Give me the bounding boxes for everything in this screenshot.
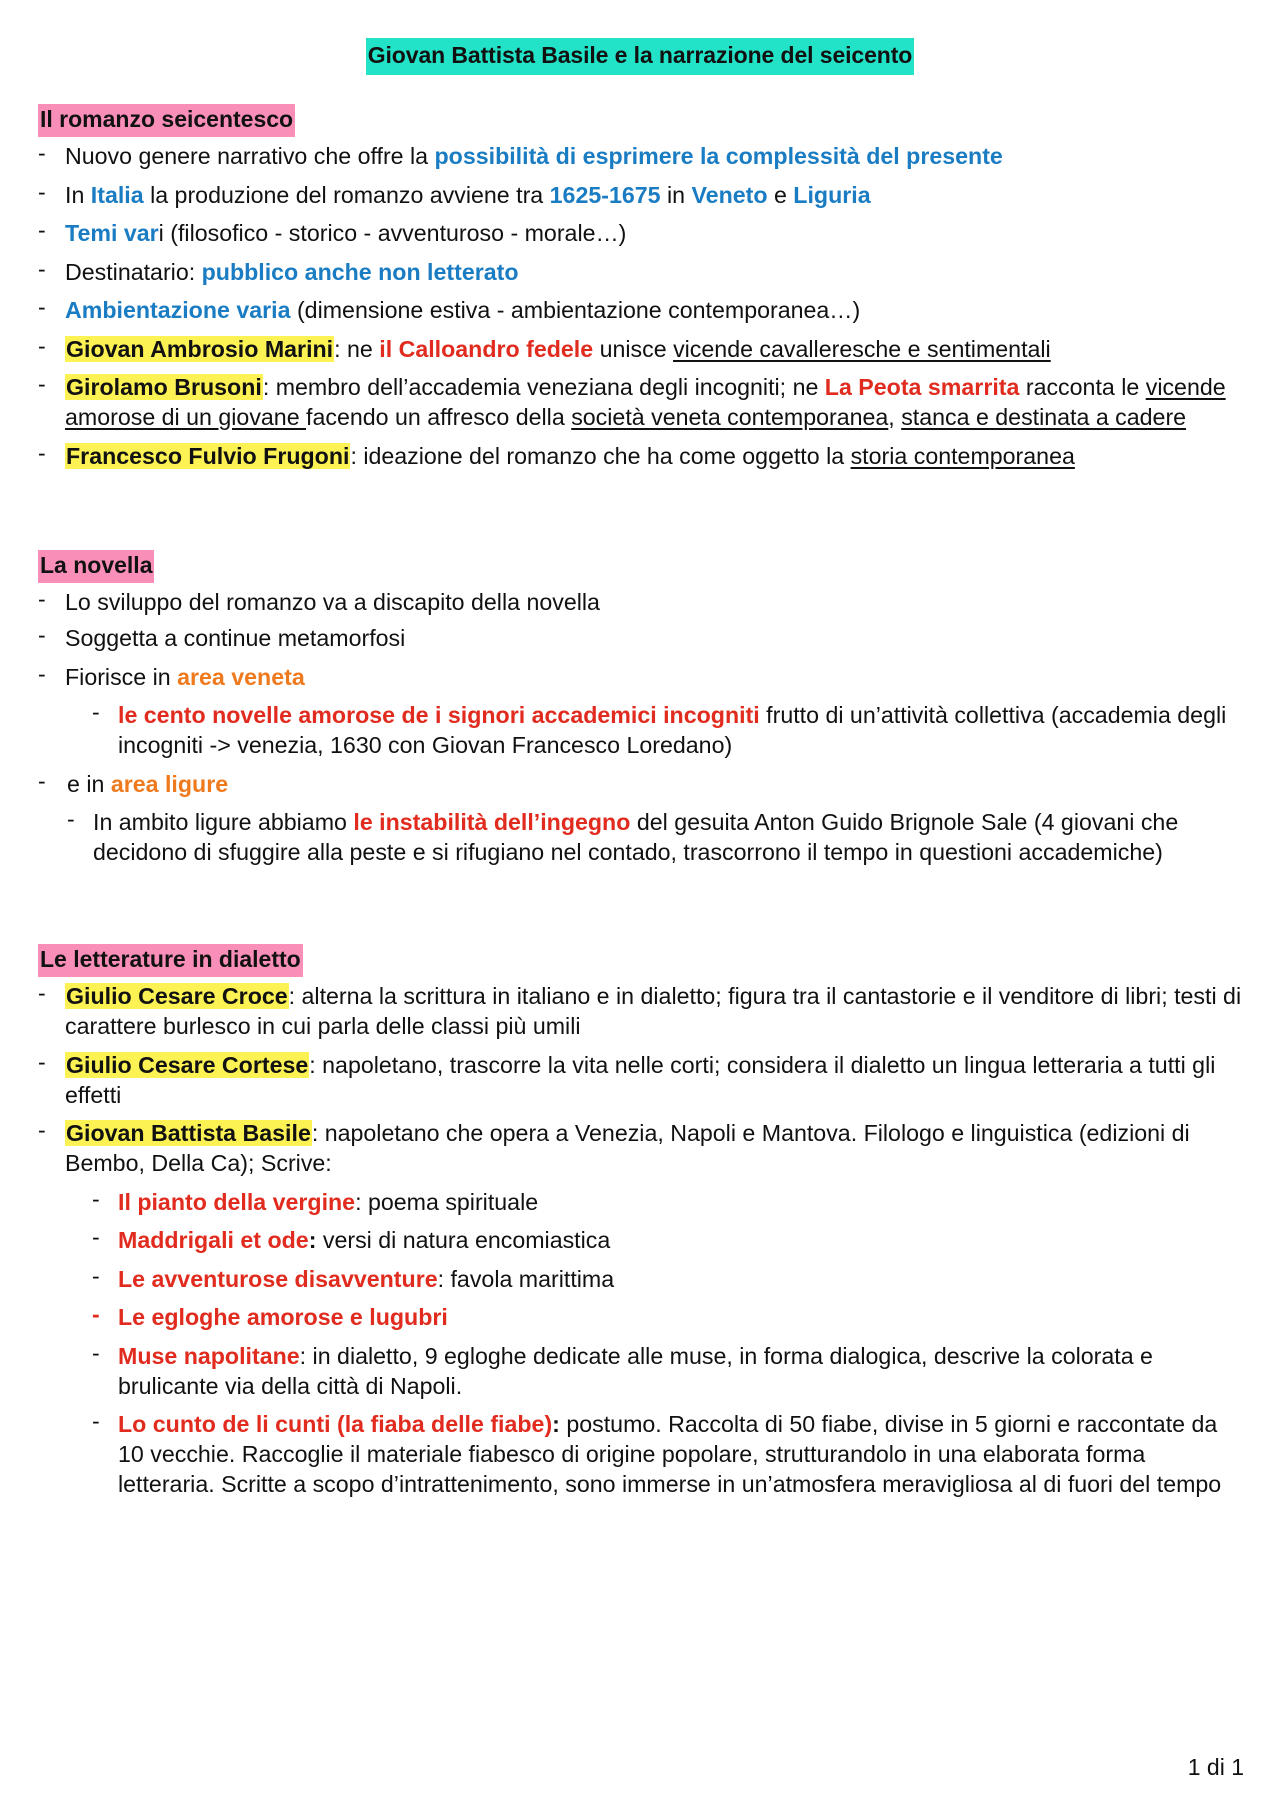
text-run: i (filosofico - storico - avventuroso - morale…) xyxy=(158,220,627,246)
bullet-dash: - xyxy=(38,140,46,166)
list-item-nested xyxy=(38,807,1248,867)
list-item xyxy=(38,981,1248,1041)
bullet-dash: - xyxy=(92,1339,100,1366)
list-item xyxy=(38,334,1248,364)
text-run-blue: pubblico anche non letterato xyxy=(201,258,519,285)
text-run-orange: area ligure xyxy=(110,770,229,797)
list-item xyxy=(38,769,1248,799)
highlighted-author: Giulio Cesare Cortese xyxy=(66,1051,309,1078)
text-run: : in dialetto, 9 egloghe dedicate alle muse, in forma dialogica, descrive la colorata e brulicante via della città di Napoli. xyxy=(118,1342,1153,1399)
bullet-dash: - xyxy=(92,1262,100,1289)
section-romanzo xyxy=(38,104,1248,479)
bullet-dash: - xyxy=(92,1185,100,1212)
list-item xyxy=(38,441,1248,471)
text-run: : membro dell’accademia veneziana degli incogniti; ne xyxy=(262,374,825,400)
bullet-dash: - xyxy=(38,586,46,612)
text-run-blue: possibilità di esprimere la complessità del presente xyxy=(434,143,1003,169)
text-run-red: Le egloghe amorose e lugubri xyxy=(118,1304,448,1330)
text-run: Nuovo genere narrativo che offre la xyxy=(65,143,435,169)
list-item xyxy=(38,141,1248,171)
text-run-bold: : xyxy=(552,1411,560,1437)
list-item xyxy=(38,218,1248,248)
text-run-red: Il pianto della vergine xyxy=(118,1188,356,1215)
text-run: e xyxy=(767,181,794,208)
text-run-blue: Liguria xyxy=(793,181,871,208)
list-item xyxy=(38,587,1248,617)
text-run: In xyxy=(65,181,91,208)
list-item xyxy=(38,662,1248,692)
bullet-dash: - xyxy=(38,439,46,466)
section-dialetto xyxy=(38,944,1248,1508)
list-item xyxy=(38,295,1248,325)
text-run-blue: Italia xyxy=(90,181,144,208)
text-run-red: il Calloandro fedele xyxy=(379,335,594,362)
text-run: : favola marittima xyxy=(437,1265,615,1292)
highlighted-author: Francesco Fulvio Frugoni xyxy=(66,442,350,469)
bullet-dash: - xyxy=(38,178,46,205)
text-run: Fiorisce in xyxy=(65,663,178,690)
bullet-dash: - xyxy=(38,660,46,687)
bullet-dash: - xyxy=(38,332,46,359)
text-run-blue: Ambientazione varia xyxy=(65,297,291,323)
highlighted-author: Giovan Battista Basile xyxy=(66,1120,311,1146)
bullet-dash: - xyxy=(92,1224,100,1250)
list-item xyxy=(38,180,1248,210)
text-run: postumo. Raccolta di 50 fiabe, divise in 5 giorni e raccontate da 10 vecchie. Raccoglie il materiale fiabesco di origine popolare, strutturandolo in una elaborata forma letteraria. Scritte a scopo d’intrattenimento, sono immerse in un’atmosfera meravigliosa al di fuori del tempo xyxy=(118,1411,1222,1497)
bullet-dash: - xyxy=(38,980,46,1006)
section-heading-romanzo: Il romanzo seicentesco xyxy=(38,104,295,137)
bullet-dash: - xyxy=(38,255,46,282)
text-run-underlined: vicende amorose di un giovane xyxy=(65,374,1226,430)
text-run: frutto di un’attività collettiva (accademia degli incogniti -> venezia, 1630 con Giovan Francesco Loredano) xyxy=(118,702,1227,758)
bullet-dash: - xyxy=(38,1048,46,1075)
text-run-red: Lo cunto de li cunti (la fiaba delle fiabe) xyxy=(118,1411,553,1437)
list-item-nested xyxy=(38,1225,1248,1255)
text-run-blue: Veneto xyxy=(691,181,768,208)
section-heading-dialetto: Le letterature in dialetto xyxy=(38,944,303,977)
highlighted-author: Girolamo Brusoni xyxy=(66,374,262,400)
bullet-dash: - xyxy=(38,1117,46,1143)
bullet-dash: - xyxy=(92,1408,100,1434)
text-run: : alterna la scrittura in italiano e in dialetto; figura tra il cantastorie e il venditore di libri; testi di carattere burlesco in cui parla delle classi più umili xyxy=(65,983,1242,1039)
text-run-red: le instabilità dell’ingegno xyxy=(353,809,631,835)
bullet-dash: - xyxy=(38,294,46,320)
highlighted-author: Giovan Ambrosio Marini xyxy=(66,335,334,362)
list-item xyxy=(38,1118,1248,1178)
list-item-nested xyxy=(38,1264,1248,1294)
list-item-nested xyxy=(38,1341,1248,1401)
text-run-orange: area veneta xyxy=(177,663,305,690)
bullet-dash: - xyxy=(92,1301,100,1327)
text-run: : ideazione del romanzo che ha come oggetto la xyxy=(350,442,851,469)
text-run: Soggetta a continue metamorfosi xyxy=(65,625,406,651)
text-run-red: La Peota smarrita xyxy=(824,374,1020,400)
list-item-nested xyxy=(38,1409,1248,1499)
bullet-dash: - xyxy=(38,217,46,243)
bullet-dash: - xyxy=(38,622,46,648)
bullet-dash: - xyxy=(38,371,46,397)
highlighted-author: Giulio Cesare Croce xyxy=(66,983,288,1009)
text-run-bold: : xyxy=(308,1227,317,1253)
text-run-underlined: società veneta contemporanea xyxy=(571,404,889,430)
text-run-red: Maddrigali et ode xyxy=(118,1227,309,1253)
list-item xyxy=(38,1050,1248,1110)
text-run: del gesuita Anton Guido Brignole Sale (4 giovani che decidono di sfuggire alla peste e si rifugiano nel contado, trascorrono il tempo in questioni accademiche) xyxy=(93,809,1179,865)
text-run: e in xyxy=(67,770,111,797)
page-number: 1 di 1 xyxy=(1187,1754,1244,1780)
list-item-nested xyxy=(38,1187,1248,1217)
text-run: : napoletano, trascorre la vita nelle corti; considera il dialetto un lingua letteraria a tutti gli effetti xyxy=(65,1051,1216,1108)
text-run-red: le cento novelle amorose de i signori accademici incogniti xyxy=(118,702,760,728)
section-heading-novella: La novella xyxy=(38,550,154,583)
text-run-underlined: stanca e destinata a cadere xyxy=(901,404,1187,430)
list-item xyxy=(38,372,1248,432)
text-run: facendo un affresco della xyxy=(306,404,572,430)
text-run: : napoletano che opera a Venezia, Napoli e Mantova. Filologo e linguistica (edizioni di Bembo, Della Ca); Scrive: xyxy=(65,1120,1190,1176)
text-run: Destinatario: xyxy=(65,258,202,285)
list-item-nested xyxy=(38,1302,1248,1332)
text-run: Lo sviluppo del romanzo va a discapito della novella xyxy=(65,589,600,615)
text-run-blue: Temi var xyxy=(65,220,159,246)
page-title: Giovan Battista Basile e la narrazione del seicento xyxy=(366,38,915,75)
bullet-dash: - xyxy=(92,699,100,725)
text-run: , xyxy=(888,404,902,430)
text-run: : poema spirituale xyxy=(355,1188,539,1215)
text-run: In ambito ligure abbiamo xyxy=(93,809,354,835)
list-item xyxy=(38,257,1248,287)
title-wrap xyxy=(0,38,1280,75)
section-novella xyxy=(38,550,1248,876)
text-run-underlined: storia contemporanea xyxy=(850,442,1075,469)
text-run-red: Muse napolitane xyxy=(118,1342,300,1369)
list-item xyxy=(38,623,1248,653)
text-run: racconta le xyxy=(1019,374,1146,400)
text-run: unisce xyxy=(593,335,674,362)
text-run: (dimensione estiva - ambientazione contemporanea…) xyxy=(290,297,861,323)
bullet-dash: - xyxy=(38,767,46,794)
text-run-blue: 1625-1675 xyxy=(549,181,661,208)
text-run: versi di natura encomiastica xyxy=(316,1227,611,1253)
text-run-underlined: vicende cavalleresche e sentimentali xyxy=(673,335,1051,362)
text-run: in xyxy=(660,181,692,208)
text-run: la produzione del romanzo avviene tra xyxy=(143,181,550,208)
list-item-nested xyxy=(38,700,1248,760)
bullet-dash: - xyxy=(67,806,75,832)
text-run: : ne xyxy=(334,335,380,362)
text-run-red: Le avventurose disavventure xyxy=(118,1265,438,1292)
